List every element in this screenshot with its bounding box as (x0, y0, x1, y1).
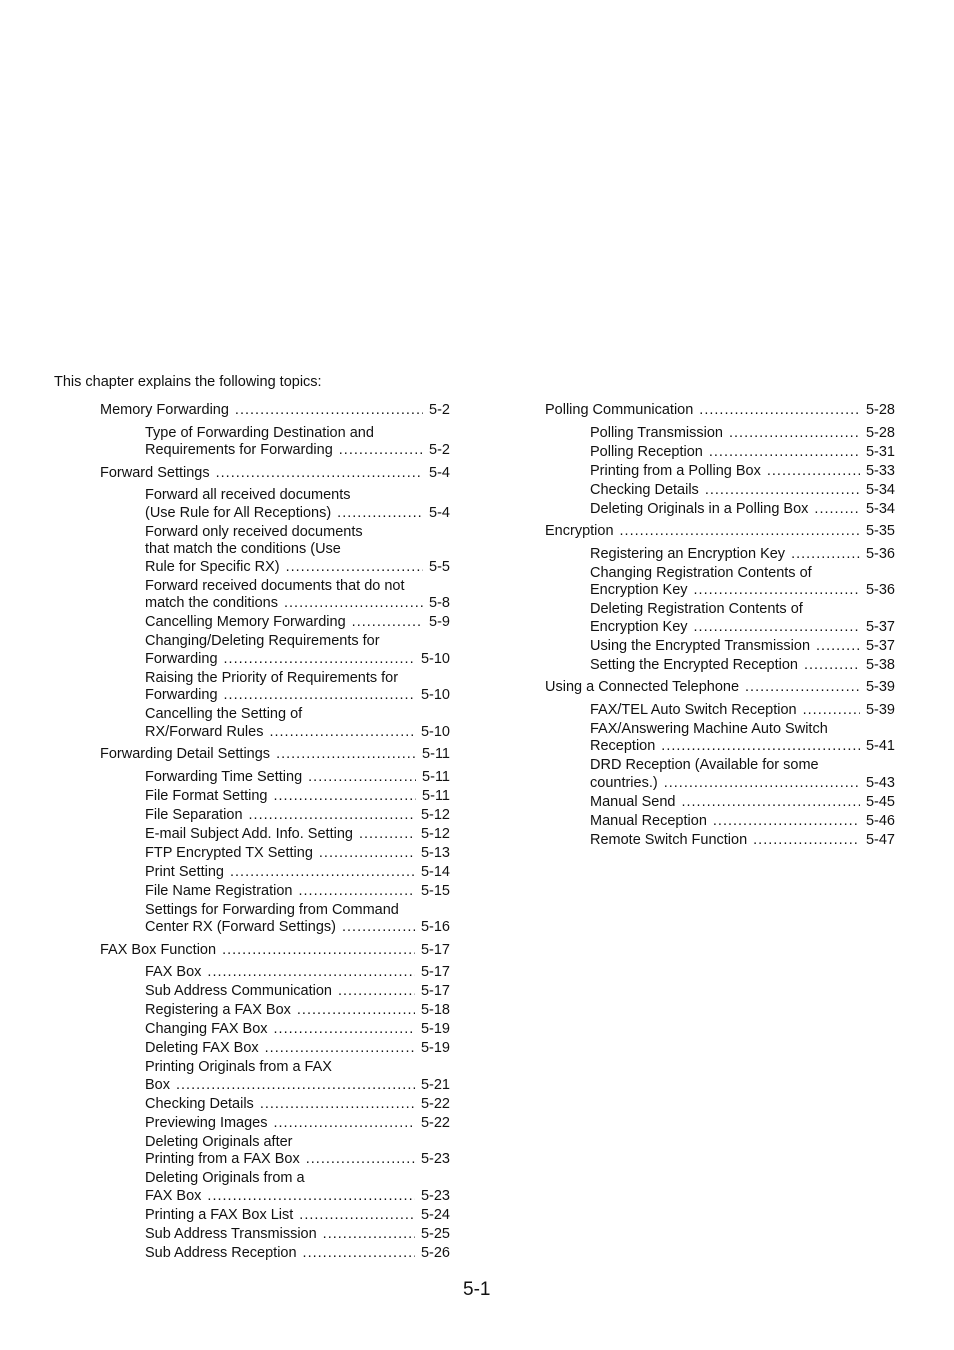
toc-entry[interactable] (145, 1096, 450, 1114)
toc-entry-title: Encryption Key (590, 582, 688, 598)
toc-entry-title: Sub Address Communication (145, 983, 332, 999)
toc-entry-line (590, 794, 895, 812)
toc-entry[interactable] (145, 425, 450, 460)
toc-page-ref: 5-23 (420, 1187, 450, 1204)
toc-leader-dots (274, 1021, 415, 1039)
toc-leader-dots (694, 582, 860, 600)
toc-entry[interactable] (590, 638, 895, 656)
toc-entry-title: Print Setting (145, 863, 224, 880)
toc-page-ref: 5-21 (420, 1076, 450, 1093)
toc-entry-line (145, 807, 450, 825)
toc-leader-dots (323, 1226, 415, 1244)
toc-leader-dots (337, 505, 423, 523)
toc-page-ref: 5-36 (865, 582, 895, 598)
toc-entry-line (145, 983, 450, 1001)
toc-page-ref: 5-37 (865, 618, 895, 635)
toc-page-ref: 5-4 (429, 504, 450, 521)
toc-entry-title: Printing from a FAX Box (145, 1151, 300, 1167)
toc-leader-dots (284, 595, 423, 613)
toc-leader-dots (352, 614, 423, 632)
toc-entry-title: Sub Address Reception (145, 1244, 297, 1261)
toc-entry-line (145, 1040, 450, 1058)
toc-leader-dots (709, 444, 860, 462)
toc-entry[interactable] (145, 902, 450, 937)
toc-entry-line (590, 619, 895, 637)
toc-leader-dots (729, 425, 860, 443)
toc-page-ref: 5-9 (429, 614, 450, 630)
toc-page-ref: 5-47 (865, 831, 895, 848)
toc-entry-line (145, 1059, 450, 1077)
toc-page-ref: 5-13 (420, 844, 450, 861)
toc-entry-title: Encryption (545, 523, 614, 539)
toc-entry[interactable] (590, 501, 895, 519)
toc-entry[interactable] (145, 1002, 450, 1020)
toc-entry-line (590, 501, 895, 519)
toc-entry-title: Forwarding Time Setting (145, 768, 303, 785)
toc-leader-dots (303, 1245, 415, 1263)
toc-section[interactable] (100, 746, 450, 764)
toc-entry-title: Checking Details (145, 1095, 254, 1112)
toc-entry[interactable] (145, 1040, 450, 1058)
toc-entry-line (100, 402, 450, 420)
toc-leader-dots (664, 775, 860, 793)
toc-leader-dots (224, 651, 415, 669)
toc-leader-dots (767, 463, 860, 481)
chapter-intro: This chapter explains the following topics: (54, 374, 322, 390)
toc-page-ref: 5-24 (420, 1206, 450, 1223)
toc-page-ref: 5-23 (420, 1151, 450, 1167)
toc-page-ref: 5-15 (420, 882, 450, 899)
toc-entry[interactable] (145, 487, 450, 522)
toc-entry-line (145, 651, 450, 669)
toc-entry[interactable] (590, 425, 895, 443)
toc-leader-dots (230, 864, 415, 882)
toc-page-ref: 5-17 (420, 983, 450, 999)
toc-leader-dots (176, 1077, 415, 1095)
toc-entry-line (590, 482, 895, 500)
toc-section[interactable] (100, 465, 450, 483)
toc-entry[interactable] (590, 546, 895, 564)
toc-entry-title: Setting the Encrypted Reception (590, 656, 798, 673)
toc-section[interactable] (100, 402, 450, 420)
toc-entry-line (590, 738, 895, 756)
toc-entry[interactable] (145, 769, 450, 787)
toc-entry-title: Deleting Originals from a (145, 1170, 305, 1186)
toc-entry-title: File Format Setting (145, 787, 268, 804)
toc-entry-title: Forward all received documents (145, 487, 351, 503)
toc-leader-dots (216, 465, 423, 483)
toc-entry-title: Deleting FAX Box (145, 1040, 259, 1056)
toc-entry[interactable] (145, 1134, 450, 1169)
toc-leader-dots (207, 964, 415, 982)
toc-entry[interactable] (145, 670, 450, 705)
toc-leader-dots (338, 983, 415, 1001)
toc-entry[interactable] (145, 706, 450, 741)
toc-entry-line (145, 442, 450, 460)
toc-entry[interactable] (145, 578, 450, 613)
toc-page-ref: 5-41 (865, 738, 895, 754)
toc-page-ref: 5-11 (422, 768, 450, 785)
toc-page-ref: 5-39 (865, 701, 895, 718)
toc-leader-dots (694, 619, 860, 637)
toc-entry[interactable] (590, 813, 895, 831)
toc-entry-line (590, 721, 895, 739)
toc-entry[interactable] (590, 757, 895, 792)
toc-entry[interactable] (590, 444, 895, 462)
toc-entry-line (145, 578, 450, 596)
toc-entry-line (590, 657, 895, 675)
toc-page-ref: 5-17 (420, 964, 450, 980)
toc-page-ref: 5-22 (420, 1095, 450, 1112)
toc-entry-line (145, 1115, 450, 1133)
toc-page-ref: 5-10 (420, 723, 450, 740)
toc-entry[interactable] (145, 1170, 450, 1205)
toc-entry-line (545, 679, 895, 697)
toc-entry-line (145, 1151, 450, 1169)
toc-entry[interactable] (590, 482, 895, 500)
toc-leader-dots (207, 1188, 415, 1206)
toc-entry[interactable] (145, 1115, 450, 1133)
toc-entry[interactable] (145, 883, 450, 901)
toc-entry[interactable] (145, 614, 450, 632)
toc-page-ref: 5-2 (429, 402, 450, 418)
toc-entry-title: Cancelling the Setting of (145, 706, 303, 722)
toc-page-ref: 5-14 (420, 863, 450, 880)
page-number: 5-1 (463, 1279, 491, 1300)
toc-entry-title: Forwarding (145, 650, 218, 667)
toc-page-ref: 5-4 (429, 464, 450, 481)
toc-entry-title: Forwarding Detail Settings (100, 746, 271, 762)
toc-entry-title: Forward received documents that do not (145, 577, 405, 594)
toc-page-ref: 5-16 (420, 919, 450, 935)
toc-leader-dots (705, 482, 860, 500)
toc-page-ref: 5-17 (420, 941, 450, 958)
toc-entry[interactable] (590, 702, 895, 720)
toc-entry-line (145, 902, 450, 920)
toc-page-ref: 5-36 (865, 545, 895, 562)
toc-entry-title: Forward only received documents (145, 523, 363, 540)
toc-entry[interactable] (145, 1059, 450, 1094)
toc-entry-line (145, 541, 450, 559)
toc-left-column (100, 400, 450, 1262)
toc-page-ref: 5-22 (420, 1114, 450, 1131)
toc-entry-title: Printing Originals from a FAX (145, 1059, 332, 1075)
toc-entry-line (590, 463, 895, 481)
toc-entry-line (145, 864, 450, 882)
toc-entry-title: DRD Reception (Available for some (590, 757, 819, 773)
toc-entry-line (590, 813, 895, 831)
toc-entry-title: Using the Encrypted Transmission (590, 637, 811, 654)
toc-page-ref: 5-28 (865, 424, 895, 441)
toc-entry[interactable] (145, 964, 450, 982)
toc-leader-dots (359, 826, 415, 844)
toc-leader-dots (745, 679, 860, 697)
toc-entry-title: match the conditions (145, 595, 278, 611)
toc-page-ref: 5-25 (420, 1225, 450, 1242)
toc-entry-line (145, 487, 450, 505)
toc-entry[interactable] (590, 794, 895, 812)
toc-entry-title: File Name Registration (145, 882, 293, 899)
toc-leader-dots (274, 788, 417, 806)
toc-entry[interactable] (145, 864, 450, 882)
toc-entry-line (145, 769, 450, 787)
toc-section[interactable] (545, 679, 895, 697)
toc-entry-title: Using a Connected Telephone (545, 679, 740, 695)
toc-entry-title: countries.) (590, 774, 658, 791)
toc-entry-title: Checking Details (590, 481, 699, 498)
toc-entry-title: FAX Box (145, 1187, 202, 1204)
toc-leader-dots (260, 1096, 415, 1114)
toc-entry-title: Polling Reception (590, 443, 703, 460)
toc-leader-dots (620, 523, 860, 541)
toc-leader-dots (699, 402, 860, 420)
toc-entry-title: Requirements for Forwarding (145, 442, 333, 458)
toc-leader-dots (299, 1207, 415, 1225)
toc-entry-line (145, 964, 450, 982)
toc-entry-title: FAX Box (145, 964, 202, 980)
toc-section[interactable] (100, 942, 450, 960)
toc-entry-title: Registering an Encryption Key (590, 545, 786, 562)
toc-leader-dots (274, 1115, 415, 1133)
toc-entry-title: Polling Communication (545, 402, 694, 418)
toc-leader-dots (224, 687, 415, 705)
toc-leader-dots (713, 813, 860, 831)
toc-entry-line (145, 706, 450, 724)
toc-entry-line (100, 746, 450, 764)
toc-entry-line (145, 1096, 450, 1114)
toc-entry-title: RX/Forward Rules (145, 723, 264, 740)
toc-entry-line (145, 524, 450, 542)
toc-entry-title: FAX/TEL Auto Switch Reception (590, 701, 797, 718)
toc-entry[interactable] (590, 832, 895, 850)
toc-entry-title: Deleting Registration Contents of (590, 601, 803, 617)
toc-page-ref: 5-39 (865, 679, 895, 695)
toc-entry-line (145, 614, 450, 632)
toc-entry-title: Forwarding (145, 687, 218, 703)
toc-leader-dots (286, 559, 423, 577)
toc-entry-line (590, 444, 895, 462)
toc-leader-dots (339, 442, 423, 460)
toc-entry-title: FAX Box Function (100, 941, 217, 958)
toc-entry-line (100, 942, 450, 960)
toc-entry-line (145, 1207, 450, 1225)
toc-entry-line (145, 826, 450, 844)
toc-entry[interactable] (145, 1226, 450, 1244)
toc-entry[interactable] (145, 1207, 450, 1225)
toc-entry-line (545, 523, 895, 541)
toc-entry[interactable] (145, 633, 450, 668)
toc-entry-title: Manual Reception (590, 812, 707, 829)
toc-leader-dots (661, 738, 860, 756)
toc-entry-line (590, 565, 895, 583)
toc-entry-line (145, 1021, 450, 1039)
toc-entry-title: Deleting Originals after (145, 1133, 293, 1150)
toc-entry[interactable] (145, 826, 450, 844)
toc-leader-dots (319, 845, 415, 863)
toc-entry-line (145, 670, 450, 688)
toc-page-ref: 5-43 (865, 774, 895, 791)
toc-leader-dots (298, 883, 414, 901)
toc-entry[interactable] (145, 1021, 450, 1039)
toc-entry-line (545, 402, 895, 420)
toc-entry-line (590, 638, 895, 656)
toc-leader-dots (276, 746, 416, 764)
toc-entry-title: Remote Switch Function (590, 831, 748, 848)
toc-page-ref: 5-34 (865, 481, 895, 498)
toc-entry-line (145, 845, 450, 863)
toc-section[interactable] (545, 402, 895, 420)
toc-entry-title: File Separation (145, 806, 243, 823)
toc-entry-title: (Use Rule for All Receptions) (145, 504, 332, 521)
toc-entry-line (145, 1245, 450, 1263)
toc-page-ref: 5-26 (420, 1244, 450, 1261)
toc-entry-title: Forward Settings (100, 464, 210, 481)
toc-entry-title: Box (145, 1076, 170, 1093)
toc-entry-line (145, 919, 450, 937)
toc-entry-title: Raising the Priority of Requirements for (145, 669, 399, 686)
toc-entry-line (590, 775, 895, 793)
toc-page-ref: 5-34 (865, 500, 895, 517)
toc-entry-title: Sub Address Transmission (145, 1225, 317, 1242)
toc-leader-dots (308, 769, 416, 787)
toc-page-ref: 5-31 (865, 443, 895, 460)
toc-entry[interactable] (145, 524, 450, 577)
toc-page-ref: 5-38 (865, 656, 895, 673)
toc-entry-title: Settings for Forwarding from Command (145, 901, 399, 918)
toc-page-ref: 5-2 (429, 442, 450, 458)
toc-page-ref: 5-18 (420, 1002, 450, 1018)
toc-page-ref: 5-46 (865, 812, 895, 829)
toc-leader-dots (306, 1151, 415, 1169)
toc-entry-line (145, 724, 450, 742)
toc-entry-line (590, 702, 895, 720)
toc-entry-title: that match the conditions (Use (145, 541, 341, 557)
toc-entry-line (145, 1002, 450, 1020)
toc-page-ref: 5-28 (865, 402, 895, 418)
toc-entry-line (590, 546, 895, 564)
toc-entry-title: Printing from a Polling Box (590, 462, 761, 479)
toc-leader-dots (297, 1002, 415, 1020)
toc-entry-line (145, 505, 450, 523)
toc-page-ref: 5-11 (422, 746, 450, 762)
toc-entry-title: Changing FAX Box (145, 1021, 268, 1037)
toc-leader-dots (804, 657, 860, 675)
toc-entry-line (145, 1134, 450, 1152)
toc-entry-line (145, 559, 450, 577)
toc-entry-line (590, 832, 895, 850)
toc-leader-dots (269, 724, 415, 742)
toc-entry-title: Memory Forwarding (100, 402, 229, 418)
toc-entry-line (145, 633, 450, 651)
toc-entry-title: Rule for Specific RX) (145, 558, 280, 575)
toc-leader-dots (816, 638, 860, 656)
toc-entry-title: Previewing Images (145, 1114, 268, 1131)
toc-entry[interactable] (145, 845, 450, 863)
toc-leader-dots (265, 1040, 415, 1058)
toc-entry-title: Type of Forwarding Destination and (145, 424, 374, 441)
toc-leader-dots (222, 942, 415, 960)
toc-entry-title: Reception (590, 738, 656, 754)
toc-leader-dots (753, 832, 860, 850)
toc-entry-line (145, 788, 450, 806)
toc-leader-dots (342, 919, 415, 937)
toc-entry[interactable] (590, 565, 895, 600)
toc-section[interactable] (545, 523, 895, 541)
toc-entry[interactable] (590, 657, 895, 675)
toc-entry[interactable] (145, 788, 450, 806)
toc-entry-line (145, 1077, 450, 1095)
toc-entry-title: Cancelling Memory Forwarding (145, 614, 346, 630)
toc-entry-line (100, 465, 450, 483)
toc-entry-line (145, 595, 450, 613)
toc-entry-title: Changing Registration Contents of (590, 564, 812, 581)
toc-entry-line (145, 1226, 450, 1244)
toc-entry-line (145, 883, 450, 901)
toc-entry-title: Manual Send (590, 793, 676, 810)
toc-page-ref: 5-19 (420, 1021, 450, 1037)
toc-leader-dots (814, 501, 860, 519)
toc-entry-line (590, 757, 895, 775)
toc-entry-title: FAX/Answering Machine Auto Switch (590, 720, 828, 737)
toc-page-ref: 5-5 (429, 558, 450, 575)
toc-entry-line (590, 582, 895, 600)
toc-leader-dots (235, 402, 423, 420)
toc-entry-title: Printing a FAX Box List (145, 1206, 294, 1223)
toc-entry-title: FTP Encrypted TX Setting (145, 844, 313, 861)
toc-entry-line (145, 1170, 450, 1188)
toc-entry[interactable] (590, 601, 895, 636)
toc-entry-line (145, 687, 450, 705)
toc-page-ref: 5-12 (420, 806, 450, 823)
toc-leader-dots (803, 702, 860, 720)
toc-page-ref: 5-35 (865, 523, 895, 539)
toc-page-ref: 5-8 (429, 595, 450, 611)
toc-entry-line (145, 1188, 450, 1206)
toc-page-ref: 5-33 (865, 462, 895, 479)
toc-entry[interactable] (590, 721, 895, 756)
toc-leader-dots (681, 794, 860, 812)
toc-entry[interactable] (145, 807, 450, 825)
toc-entry-line (590, 601, 895, 619)
toc-entry[interactable] (145, 983, 450, 1001)
toc-page-ref: 5-10 (420, 650, 450, 667)
toc-page-ref: 5-19 (420, 1040, 450, 1056)
toc-entry-title: Deleting Originals in a Polling Box (590, 500, 809, 517)
toc-right-column (545, 400, 895, 849)
toc-entry-title: Polling Transmission (590, 424, 723, 441)
toc-page-ref: 5-10 (420, 687, 450, 703)
toc-entry-title: Changing/Deleting Requirements for (145, 633, 380, 649)
toc-entry-line (145, 425, 450, 443)
toc-entry[interactable] (590, 463, 895, 481)
toc-page-ref: 5-37 (865, 637, 895, 654)
toc-entry-title: Center RX (Forward Settings) (145, 919, 336, 935)
toc-entry-title: E-mail Subject Add. Info. Setting (145, 825, 353, 842)
toc-entry-line (590, 425, 895, 443)
toc-entry-title: Encryption Key (590, 618, 688, 635)
toc-page-ref: 5-11 (422, 787, 450, 804)
toc-leader-dots (791, 546, 860, 564)
toc-leader-dots (249, 807, 415, 825)
toc-page-ref: 5-45 (865, 793, 895, 810)
toc-entry[interactable] (145, 1245, 450, 1263)
toc-page-ref: 5-12 (420, 825, 450, 842)
toc-entry-title: Registering a FAX Box (145, 1002, 291, 1018)
